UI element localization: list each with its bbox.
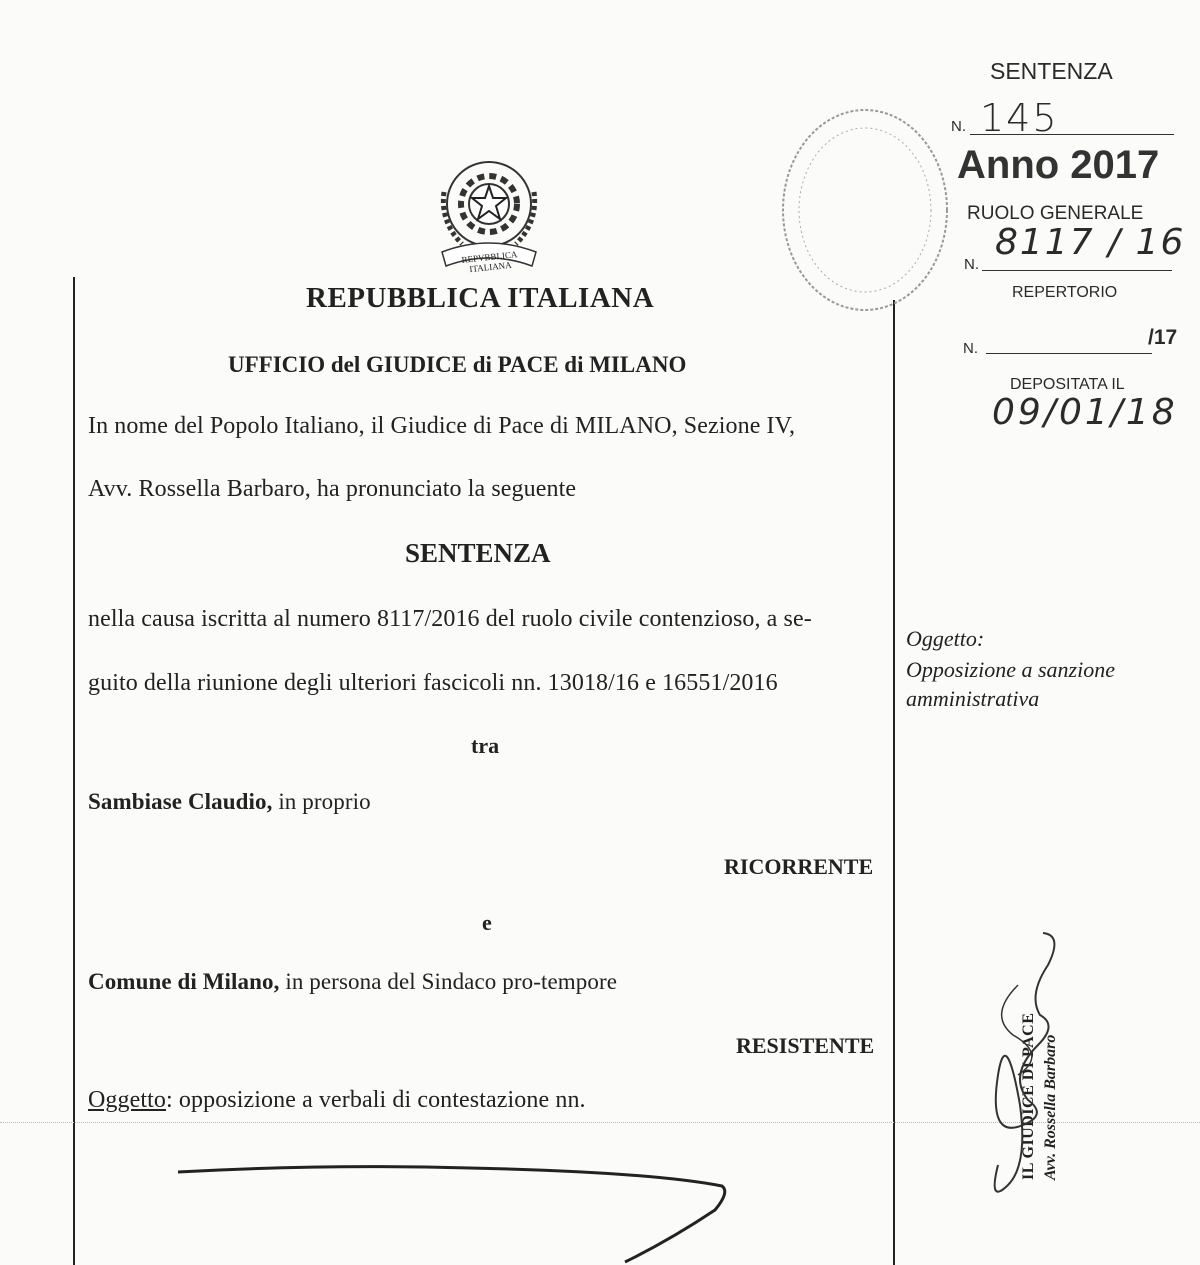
stamp-ruolo-n-label: N.: [964, 256, 979, 273]
margin-oggetto-label: Oggetto:: [906, 626, 985, 651]
subject-label: Oggetto: [88, 1087, 167, 1113]
tra-label: tra: [471, 733, 500, 758]
signature-name: Avv. Rossella Barbaro: [1042, 1034, 1059, 1180]
margin-oggetto-line-2: amministrativa: [906, 686, 1040, 711]
stamp-n-label: N.: [951, 118, 966, 135]
stamp-depositata: DEPOSITATA IL: [1010, 376, 1125, 393]
round-stamp: [770, 105, 960, 325]
subject-text: : opposizione a verbali di contestazione nn.: [166, 1087, 586, 1113]
subject-line: [88, 1087, 586, 1114]
sentence-heading: SENTENZA: [405, 538, 551, 568]
e-label: e: [482, 910, 492, 935]
page-title: REPUBBLICA ITALIANA: [306, 282, 655, 314]
intro-line-1: In nome del Popolo Italiano, il Giudice di Pace di MILANO, Sezione IV,: [88, 413, 796, 439]
stamp-ruolo-value: 8117 / 16: [995, 222, 1186, 263]
case-line-2: guito della riunione degli ulteriori fascicoli nn. 13018/16 e 16551/2016: [88, 670, 778, 696]
emblem-ribbon-text: REPVBBLICA ITALIANA: [461, 249, 518, 275]
stamp-repertorio: REPERTORIO: [1012, 284, 1118, 301]
office-heading: UFFICIO del GIUDICE di PACE di MILANO: [228, 352, 687, 377]
intro-line-2: Avv. Rossella Barbaro, ha pronunciato la seguente: [88, 476, 577, 502]
party-2-role: RESISTENTE: [736, 1033, 875, 1058]
stamp-n-value: 145: [980, 96, 1059, 140]
left-margin-line: [73, 277, 75, 1265]
case-line-1: nella causa iscritta al numero 8117/2016 del ruolo civile contenzioso, a se-: [88, 606, 812, 632]
party-2: [88, 969, 617, 995]
signature-title: IL GIUDICE DI PACE: [1020, 1012, 1037, 1180]
party-1-role: RICORRENTE: [724, 854, 874, 879]
stamp-anno: Anno 2017: [957, 143, 1160, 187]
right-margin-line: [893, 300, 895, 1265]
stamp-sentenza: SENTENZA: [990, 58, 1113, 84]
party-2-name: Comune di Milano,: [88, 969, 280, 994]
stamp-rep-n-label: N.: [963, 340, 978, 357]
stamp-rep-underline: [986, 353, 1152, 354]
party-2-qualifier: in persona del Sindaco pro-tempore: [279, 969, 618, 994]
party-1-qualifier: in proprio: [272, 789, 371, 814]
stamp-depositata-value: 09/01/18: [992, 392, 1178, 433]
stamp-ruolo-label: RUOLO GENERALE: [967, 203, 1144, 224]
stamp-rep-suffix: /17: [1148, 326, 1178, 349]
handwritten-stroke: [170, 1150, 740, 1265]
margin-oggetto-line-1: Opposizione a sanzione: [906, 657, 1115, 682]
stamp-ruolo-underline: [982, 270, 1172, 271]
party-1: [88, 789, 371, 815]
party-1-name: Sambiase Claudio,: [88, 789, 273, 814]
handwritten-signature: [968, 925, 1078, 1215]
